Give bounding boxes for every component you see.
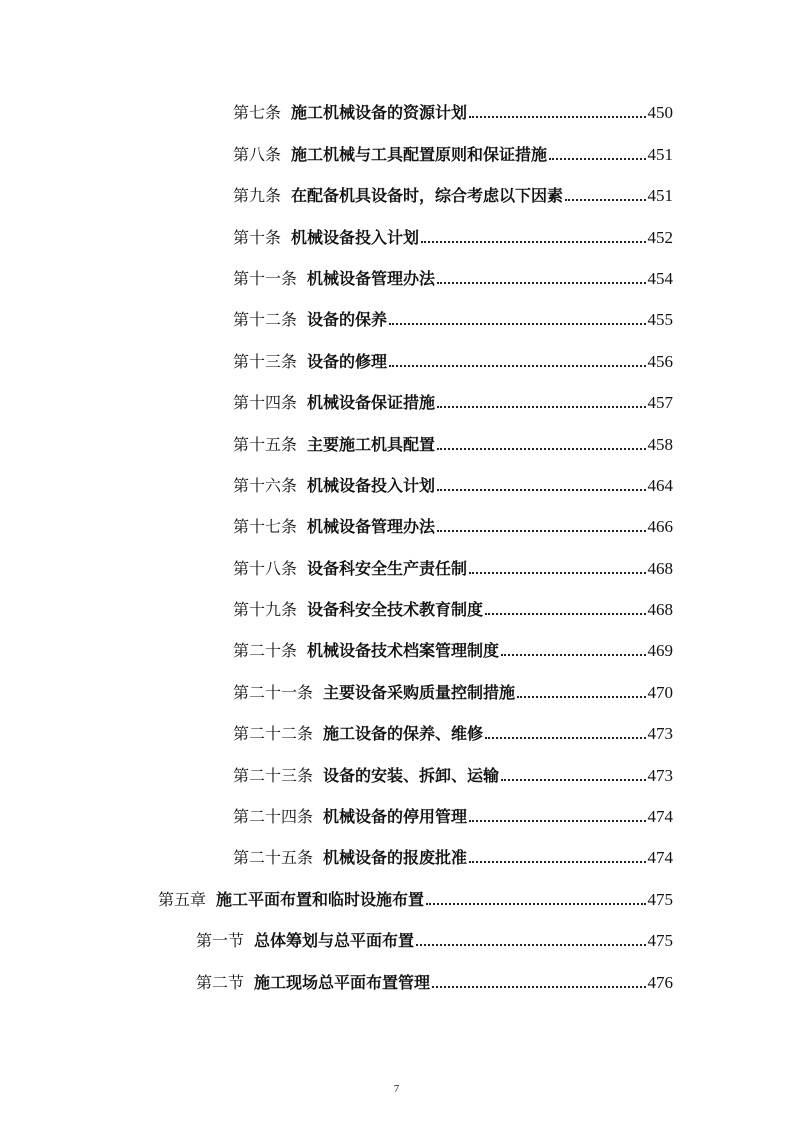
entry-page-number: 451 bbox=[647, 144, 673, 164]
entry-title: 设备的修理 bbox=[307, 351, 388, 371]
dot-leader bbox=[501, 779, 645, 781]
entry-number: 第二十一条 bbox=[233, 682, 314, 702]
entry-page-number: 475 bbox=[647, 889, 673, 909]
dot-leader bbox=[469, 116, 645, 118]
entry-title: 在配备机具设备时，综合考虑以下因素 bbox=[291, 186, 564, 206]
entry-page-number: 451 bbox=[647, 186, 673, 206]
toc-entry[interactable] bbox=[0, 709, 793, 750]
dot-leader bbox=[517, 696, 645, 698]
toc-entry[interactable] bbox=[0, 792, 793, 833]
entry-title: 主要设备采购质量控制措施 bbox=[323, 682, 516, 702]
dot-leader bbox=[485, 737, 645, 739]
entry-title: 机械设备管理办法 bbox=[307, 517, 436, 537]
entry-number: 第十条 bbox=[233, 227, 282, 247]
dot-leader bbox=[565, 199, 645, 201]
entry-number: 第十二条 bbox=[233, 310, 298, 330]
toc-entry[interactable] bbox=[0, 461, 793, 502]
section-number: 第一节 bbox=[196, 931, 245, 951]
entry-page-number: 464 bbox=[647, 475, 673, 495]
entry-number: 第十一条 bbox=[233, 268, 298, 288]
toc-entry[interactable] bbox=[0, 419, 793, 460]
entry-title: 机械设备技术档案管理制度 bbox=[307, 641, 500, 661]
dot-leader bbox=[416, 944, 645, 946]
chapter-title: 施工平面布置和临时设施布置 bbox=[216, 889, 425, 909]
entry-page-number: 454 bbox=[647, 268, 673, 288]
entry-page-number: 473 bbox=[647, 724, 673, 744]
toc-entry[interactable] bbox=[0, 295, 793, 336]
dot-leader bbox=[549, 158, 645, 160]
entry-title: 机械设备保证措施 bbox=[307, 393, 436, 413]
entry-page-number: 457 bbox=[647, 393, 673, 413]
entry-number: 第二十二条 bbox=[233, 724, 314, 744]
entry-title: 施工机械设备的资源计划 bbox=[291, 103, 468, 123]
entry-page-number: 469 bbox=[647, 641, 673, 661]
entry-number: 第八条 bbox=[233, 144, 282, 164]
entry-page-number: 468 bbox=[647, 558, 673, 578]
entry-page-number: 452 bbox=[647, 227, 673, 247]
toc-entry[interactable] bbox=[0, 88, 793, 129]
toc-entry[interactable] bbox=[0, 543, 793, 584]
toc-section-entry[interactable] bbox=[0, 957, 793, 998]
toc-chapter-entry[interactable] bbox=[0, 874, 793, 915]
entry-title: 施工机械与工具配置原则和保证措施 bbox=[291, 144, 548, 164]
entry-title: 主要施工机具配置 bbox=[307, 434, 436, 454]
toc-entry[interactable] bbox=[0, 129, 793, 170]
toc-entry[interactable] bbox=[0, 626, 793, 667]
entry-number: 第二十条 bbox=[233, 641, 298, 661]
dot-leader bbox=[485, 613, 645, 615]
toc-entry[interactable] bbox=[0, 502, 793, 543]
entry-title: 施工设备的保养、维修 bbox=[323, 724, 484, 744]
entry-number: 第十七条 bbox=[233, 517, 298, 537]
dot-leader bbox=[437, 448, 645, 450]
dot-leader bbox=[469, 861, 645, 863]
entry-number: 第十五条 bbox=[233, 434, 298, 454]
entry-number: 第九条 bbox=[233, 186, 282, 206]
entry-title: 设备的安装、拆卸、运输 bbox=[323, 765, 500, 785]
entry-page-number: 450 bbox=[647, 103, 673, 123]
entry-page-number: 470 bbox=[647, 682, 673, 702]
entry-number: 第十六条 bbox=[233, 475, 298, 495]
toc-entry[interactable] bbox=[0, 833, 793, 874]
entry-title: 设备科安全技术教育制度 bbox=[307, 600, 484, 620]
toc-entry[interactable] bbox=[0, 378, 793, 419]
entry-page-number: 475 bbox=[647, 931, 673, 951]
table-of-contents bbox=[0, 88, 793, 999]
entry-title: 设备科安全生产责任制 bbox=[307, 558, 468, 578]
entry-page-number: 474 bbox=[647, 848, 673, 868]
dot-leader bbox=[437, 489, 645, 491]
page-number-footer: 7 bbox=[393, 1083, 400, 1095]
entry-page-number: 455 bbox=[647, 310, 673, 330]
toc-entry[interactable] bbox=[0, 212, 793, 253]
entry-number: 第二十五条 bbox=[233, 848, 314, 868]
dot-leader bbox=[432, 986, 645, 988]
entry-title: 机械设备管理办法 bbox=[307, 268, 436, 288]
entry-title: 机械设备的停用管理 bbox=[323, 807, 468, 827]
entry-page-number: 473 bbox=[647, 765, 673, 785]
section-title: 总体筹划与总平面布置 bbox=[254, 931, 415, 951]
toc-entry[interactable] bbox=[0, 336, 793, 377]
entry-number: 第十四条 bbox=[233, 393, 298, 413]
entry-page-number: 468 bbox=[647, 600, 673, 620]
dot-leader bbox=[469, 820, 645, 822]
entry-title: 机械设备投入计划 bbox=[307, 475, 436, 495]
dot-leader bbox=[389, 323, 645, 325]
toc-entry[interactable] bbox=[0, 667, 793, 708]
chapter-number: 第五章 bbox=[158, 889, 207, 909]
toc-entry[interactable] bbox=[0, 750, 793, 791]
entry-page-number: 474 bbox=[647, 807, 673, 827]
dot-leader bbox=[469, 572, 645, 574]
toc-entry[interactable] bbox=[0, 585, 793, 626]
toc-section-entry[interactable] bbox=[0, 916, 793, 957]
dot-leader bbox=[389, 365, 645, 367]
dot-leader bbox=[426, 903, 645, 905]
entry-number: 第二十四条 bbox=[233, 807, 314, 827]
dot-leader bbox=[437, 282, 645, 284]
dot-leader bbox=[421, 241, 645, 243]
section-number: 第二节 bbox=[196, 972, 245, 992]
toc-entry[interactable] bbox=[0, 171, 793, 212]
entry-number: 第十九条 bbox=[233, 600, 298, 620]
toc-entry[interactable] bbox=[0, 254, 793, 295]
entry-number: 第七条 bbox=[233, 103, 282, 123]
entry-title: 设备的保养 bbox=[307, 310, 388, 330]
entry-number: 第二十三条 bbox=[233, 765, 314, 785]
entry-number: 第十八条 bbox=[233, 558, 298, 578]
entry-page-number: 476 bbox=[647, 972, 673, 992]
entry-page-number: 456 bbox=[647, 351, 673, 371]
entry-title: 机械设备的报废批准 bbox=[323, 848, 468, 868]
dot-leader bbox=[501, 654, 645, 656]
dot-leader bbox=[437, 406, 645, 408]
entry-page-number: 458 bbox=[647, 434, 673, 454]
entry-title: 机械设备投入计划 bbox=[291, 227, 420, 247]
section-title: 施工现场总平面布置管理 bbox=[254, 972, 431, 992]
dot-leader bbox=[437, 530, 645, 532]
entry-page-number: 466 bbox=[647, 517, 673, 537]
entry-number: 第十三条 bbox=[233, 351, 298, 371]
